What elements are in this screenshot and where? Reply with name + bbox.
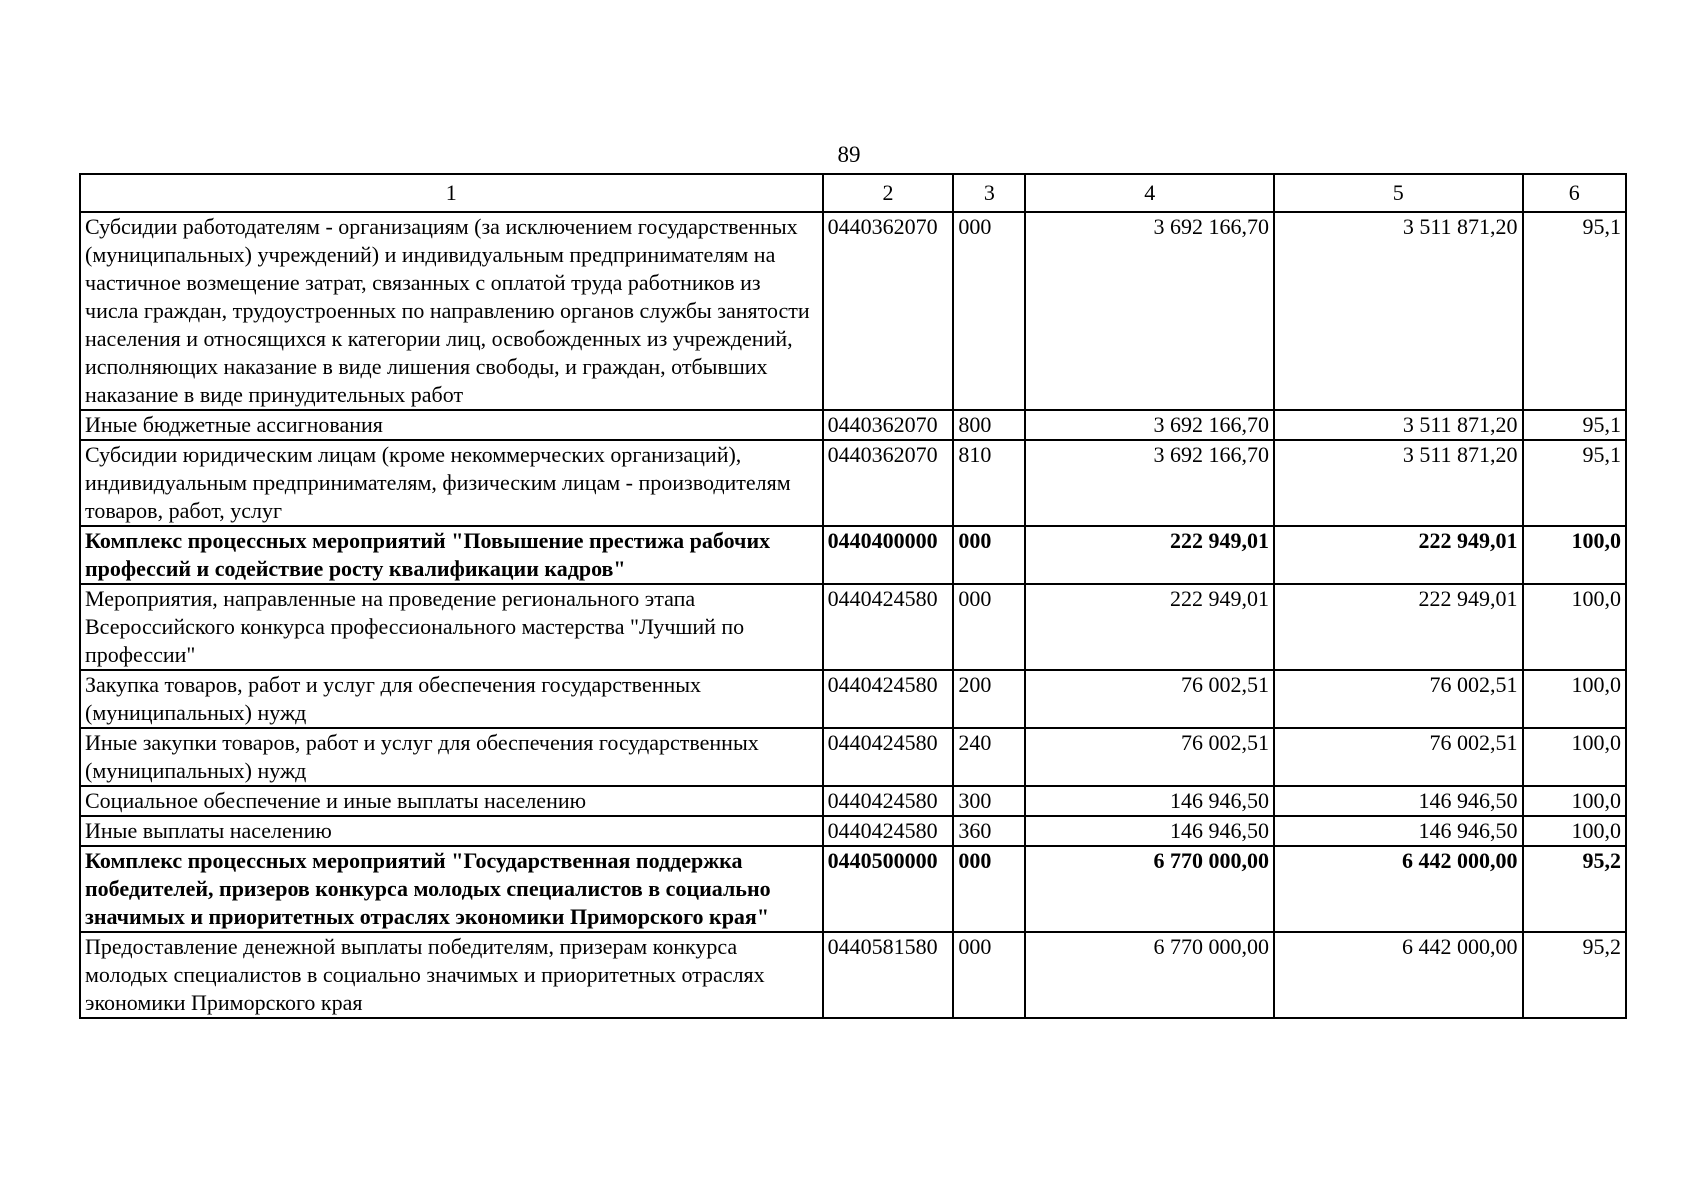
table-row [80, 728, 1626, 786]
row-code: 0440362070 [823, 440, 954, 526]
row-expense-type: 000 [953, 212, 1025, 410]
row-plan-amount: 3 692 166,70 [1025, 440, 1274, 526]
table-row [80, 584, 1626, 670]
table-row [80, 440, 1626, 526]
row-plan-amount: 76 002,51 [1025, 670, 1274, 728]
row-name: Иные закупки товаров, работ и услуг для обеспечения государственных (муниципальных) нужд [80, 728, 823, 786]
column-header-3: 3 [953, 174, 1025, 212]
column-header-2: 2 [823, 174, 954, 212]
row-code: 0440424580 [823, 786, 954, 816]
row-name: Иные выплаты населению [80, 816, 823, 846]
row-expense-type: 800 [953, 410, 1025, 440]
row-plan-amount: 6 770 000,00 [1025, 932, 1274, 1018]
row-percent: 100,0 [1523, 786, 1627, 816]
row-percent: 100,0 [1523, 728, 1627, 786]
row-code: 0440581580 [823, 932, 954, 1018]
budget-execution-table [79, 173, 1627, 1019]
row-percent: 100,0 [1523, 526, 1627, 584]
row-percent: 95,1 [1523, 410, 1627, 440]
row-name: Иные бюджетные ассигнования [80, 410, 823, 440]
table-row-section [80, 526, 1626, 584]
row-code: 0440424580 [823, 584, 954, 670]
row-fact-amount: 76 002,51 [1274, 670, 1523, 728]
row-expense-type: 810 [953, 440, 1025, 526]
table-row [80, 786, 1626, 816]
row-percent: 95,2 [1523, 932, 1627, 1018]
table-row-section [80, 846, 1626, 932]
column-header-5: 5 [1274, 174, 1523, 212]
row-fact-amount: 222 949,01 [1274, 526, 1523, 584]
row-name: Комплекс процессных мероприятий "Государственная поддержка победителей, призеров конкурса молодых специалистов в социально значимых и приоритетных отраслях экономики Приморского края" [80, 846, 823, 932]
row-expense-type: 300 [953, 786, 1025, 816]
row-expense-type: 000 [953, 846, 1025, 932]
row-name: Субсидии юридическим лицам (кроме некоммерческих организаций), индивидуальным предпринимателям, физическим лицам - производителям товаров, работ, услуг [80, 440, 823, 526]
row-percent: 95,1 [1523, 440, 1627, 526]
row-name: Предоставление денежной выплаты победителям, призерам конкурса молодых специалистов в социально значимых и приоритетных отраслях экономики Приморского края [80, 932, 823, 1018]
row-percent: 95,2 [1523, 846, 1627, 932]
row-plan-amount: 3 692 166,70 [1025, 212, 1274, 410]
row-code: 0440400000 [823, 526, 954, 584]
table-header-row [80, 174, 1626, 212]
row-fact-amount: 222 949,01 [1274, 584, 1523, 670]
row-name: Субсидии работодателям - организациям (за исключением государственных (муниципальных) учреждений) и индивидуальным предпринимателям на частичное возмещение затрат, связанных с оплатой труда работников из числа граждан, трудоустроенных по направлению органов службы занятости населения и относящихся к категории лиц, освобожденных из учреждений, исполняющих наказание в виде лишения свободы, и граждан, отбывших наказание в виде принудительных работ [80, 212, 823, 410]
table-row [80, 212, 1626, 410]
row-name: Мероприятия, направленные на проведение регионального этапа Всероссийского конкурса профессионального мастерства "Лучший по профессии" [80, 584, 823, 670]
row-plan-amount: 222 949,01 [1025, 526, 1274, 584]
row-plan-amount: 222 949,01 [1025, 584, 1274, 670]
row-expense-type: 000 [953, 526, 1025, 584]
row-percent: 100,0 [1523, 584, 1627, 670]
row-fact-amount: 146 946,50 [1274, 786, 1523, 816]
row-code: 0440424580 [823, 670, 954, 728]
row-code: 0440362070 [823, 410, 954, 440]
row-percent: 95,1 [1523, 212, 1627, 410]
column-header-6: 6 [1523, 174, 1627, 212]
row-fact-amount: 3 511 871,20 [1274, 212, 1523, 410]
page-number: 89 [837, 142, 861, 167]
row-fact-amount: 6 442 000,00 [1274, 846, 1523, 932]
row-code: 0440500000 [823, 846, 954, 932]
row-code: 0440424580 [823, 816, 954, 846]
row-name: Социальное обеспечение и иные выплаты населению [80, 786, 823, 816]
row-plan-amount: 146 946,50 [1025, 816, 1274, 846]
row-plan-amount: 6 770 000,00 [1025, 846, 1274, 932]
table-row [80, 410, 1626, 440]
row-percent: 100,0 [1523, 670, 1627, 728]
row-name: Комплекс процессных мероприятий "Повышение престижа рабочих профессий и содействие росту квалификации кадров" [80, 526, 823, 584]
row-expense-type: 000 [953, 584, 1025, 670]
row-plan-amount: 76 002,51 [1025, 728, 1274, 786]
row-percent: 100,0 [1523, 816, 1627, 846]
row-code: 0440424580 [823, 728, 954, 786]
row-fact-amount: 6 442 000,00 [1274, 932, 1523, 1018]
row-fact-amount: 76 002,51 [1274, 728, 1523, 786]
row-fact-amount: 3 511 871,20 [1274, 440, 1523, 526]
row-expense-type: 000 [953, 932, 1025, 1018]
table-row [80, 932, 1626, 1018]
column-header-4: 4 [1025, 174, 1274, 212]
table-row [80, 670, 1626, 728]
row-fact-amount: 3 511 871,20 [1274, 410, 1523, 440]
row-expense-type: 200 [953, 670, 1025, 728]
row-expense-type: 360 [953, 816, 1025, 846]
row-fact-amount: 146 946,50 [1274, 816, 1523, 846]
row-code: 0440362070 [823, 212, 954, 410]
column-header-1: 1 [80, 174, 823, 212]
table-row [80, 816, 1626, 846]
row-plan-amount: 3 692 166,70 [1025, 410, 1274, 440]
row-plan-amount: 146 946,50 [1025, 786, 1274, 816]
row-expense-type: 240 [953, 728, 1025, 786]
row-name: Закупка товаров, работ и услуг для обеспечения государственных (муниципальных) нужд [80, 670, 823, 728]
